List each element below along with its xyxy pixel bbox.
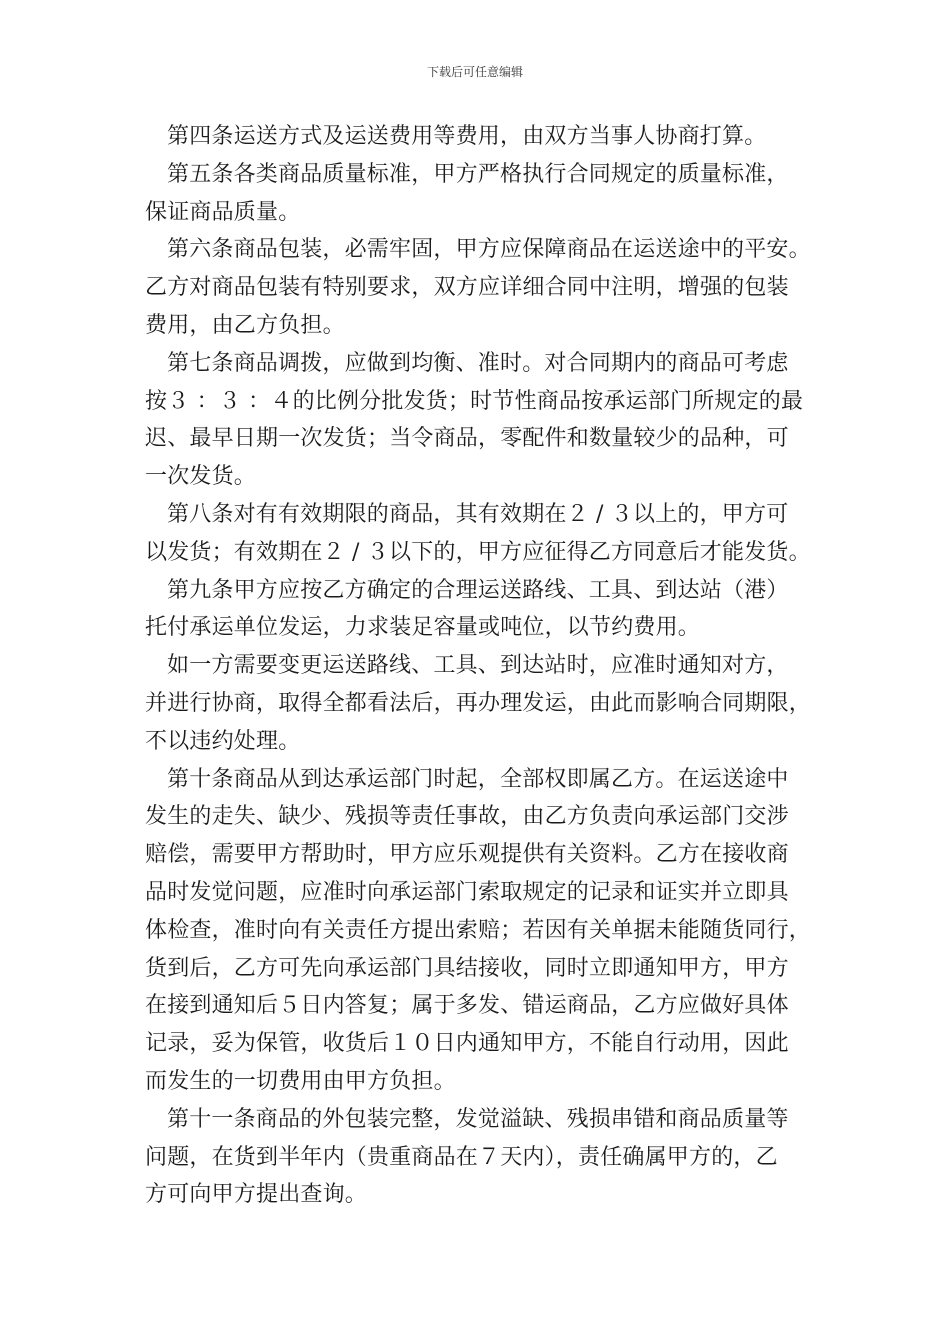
text-line: 一次发货。 [145,464,257,490]
paragraph-article-5 [145,156,813,232]
paragraph-article-4 [145,118,813,156]
paragraph-article-10 [145,761,813,1101]
text-line: 不以违约处理。 [145,728,301,754]
text-line: 托付承运单位发运，力求装足容量或吨位，以节约费用。 [145,615,701,641]
contract-body [145,118,813,1214]
text-line: 货到后，乙方可先向承运部门具结接收，同时立即通知甲方，甲方 [145,955,789,981]
text-line: 按３ ：３ ：４的比例分批发货；时节性商品按承运部门所规定的最 [145,388,804,414]
text-line: 记录，妥为保管，收货后１０日内通知甲方，不能自行动用，因此 [145,1031,789,1057]
text-line: 第六条商品包装，必需牢固，甲方应保障商品在运送途中的平安。 [167,237,811,263]
text-line: 第十条商品从到达承运部门时起，全部权即属乙方。在运送途中 [167,766,789,792]
text-line: 问题，在货到半年内（贵重商品在７天内），责任确属甲方的，乙 [145,1144,778,1170]
text-line: 第七条商品调拨，应做到均衡、准时。对合同期内的商品可考虑 [167,350,789,376]
paragraph-article-6 [145,231,813,344]
paragraph-article-11 [145,1101,813,1214]
text-line: 迟、最早日期一次发货；当令商品，零配件和数量较少的品种，可 [145,426,789,452]
text-line: 第十一条商品的外包装完整，发觉溢缺、残损串错和商品质量等 [167,1106,789,1132]
paragraph-route-change [145,647,813,760]
text-line: 而发生的一切费用由甲方负担。 [145,1068,456,1094]
text-line: 以发货；有效期在２ / ３以下的，甲方应征得乙方同意后才能发货。 [145,539,811,565]
paragraph-article-8 [145,496,813,572]
page-header-note: 下载后可任意编辑 [426,65,523,79]
text-line: 第八条对有有效期限的商品，其有效期在２ / ３以上的，甲方可 [167,501,789,527]
text-line: 乙方对商品包装有特别要求，双方应详细合同中注明，增强的包装 [145,275,789,301]
text-line: 如一方需要变更运送路线、工具、到达站时，应准时通知对方， [167,653,789,679]
paragraph-article-9 [145,572,813,648]
text-line: 方可向甲方提出查询。 [145,1182,368,1208]
paragraph-article-7 [145,345,813,496]
text-line: 保证商品质量。 [145,199,301,225]
text-line: 第四条运送方式及运送费用等费用，由双方当事人协商打算。 [167,124,767,149]
text-line: 发生的走失、缺少、残损等责任事故，由乙方负责向承运部门交涉 [145,804,789,830]
text-line: 并进行协商，取得全都看法后，再办理发运，由此而影响合同期限， [145,690,812,716]
text-line: 费用，由乙方负担。 [145,312,345,338]
text-line: 在接到通知后５日内答复；属于多发、错运商品，乙方应做好具体 [145,993,789,1019]
text-line: 第九条甲方应按乙方确定的合理运送路线、工具、到达站（港） [167,577,789,603]
text-line: 第五条各类商品质量标准，甲方严格执行合同规定的质量标准， [167,161,789,187]
text-line: 品时发觉问题，应准时向承运部门索取规定的记录和证实并立即具 [145,879,789,905]
text-line: 赔偿，需要甲方帮助时，甲方应乐观提供有关资料。乙方在接收商 [145,842,789,868]
text-line: 体检查，准时向有关责任方提出索赔；若因有关单据未能随货同行， [145,917,812,943]
